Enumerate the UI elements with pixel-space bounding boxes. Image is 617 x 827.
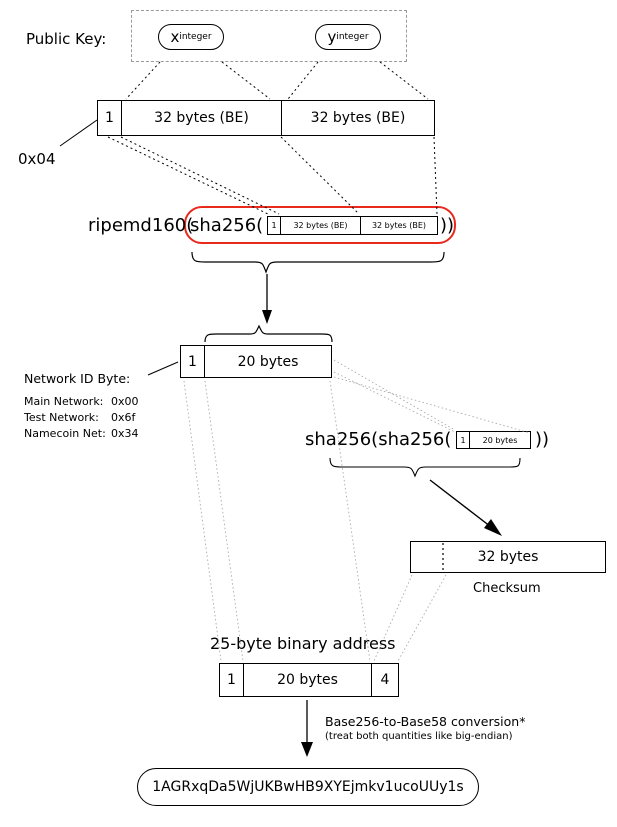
ripemd160-label: ripemd160( <box>88 215 194 236</box>
hash-close-parens: )) <box>440 215 455 236</box>
public-key-y-box <box>315 24 381 50</box>
conversion-title: Base256-to-Base58 conversion* <box>325 714 526 729</box>
conversion-note: (treat both quantities like big-endian) <box>325 731 513 742</box>
prefix-byte-value: 1 <box>105 110 114 126</box>
checksum-input-payload-cell <box>469 431 531 449</box>
checksum-input-prefix-cell <box>456 431 469 449</box>
network-id-row-namecoin-value: 0x34 <box>111 427 139 440</box>
checksum-func-label: sha256(sha256( <box>305 429 452 450</box>
binary-address-checksum-value: 4 <box>380 672 390 688</box>
checksum-result-box <box>410 541 606 573</box>
binary-address-network-byte-value: 1 <box>227 672 236 688</box>
binary-address-checksum-cell <box>371 663 399 697</box>
hash-input-x-label: 32 bytes (BE) <box>293 221 348 230</box>
final-address-value: 1AGRxqDa5WjUKBwHB9XYEjmkv1ucoUUy1s <box>152 779 464 795</box>
binary-address-payload-cell <box>243 663 371 697</box>
network-id-row-test-value: 0x6f <box>111 411 136 424</box>
network-id-row-namecoin-name: Namecoin Net: <box>24 427 106 440</box>
checksum-close-parens: )) <box>535 429 550 450</box>
pubkey-y-bytes-cell <box>281 100 435 136</box>
pubkey-y-bytes-label: 32 bytes (BE) <box>310 110 406 126</box>
hash-input-x-cell <box>280 216 360 235</box>
checksum-input-payload-label: 20 bytes <box>482 435 518 445</box>
network-id-row-main-value: 0x00 <box>111 395 139 408</box>
prefix-note-label: 0x04 <box>18 150 56 168</box>
checksum-input-prefix-value: 1 <box>460 435 466 445</box>
pubkey-x-bytes-label: 32 bytes (BE) <box>154 110 249 126</box>
hash-input-y-cell <box>360 216 438 235</box>
checksum-caption: Checksum <box>473 581 541 596</box>
hash-result-payload-label: 20 bytes <box>237 353 299 370</box>
prefix-byte-cell <box>97 100 121 136</box>
hash-result-network-byte-cell <box>180 345 204 378</box>
hash-result-network-byte-value: 1 <box>188 353 197 370</box>
public-key-x-label: x <box>170 28 180 46</box>
network-id-row-test-name: Test Network: <box>24 411 99 424</box>
final-address-box <box>137 768 479 806</box>
binary-address-network-byte-cell <box>219 663 243 697</box>
checksum-result-label: 32 bytes <box>477 549 539 565</box>
public-key-y-subscript: integer <box>336 32 369 42</box>
hash-input-y-label: 32 bytes (BE) <box>371 221 427 230</box>
public-key-x-subscript: integer <box>179 32 212 42</box>
binary-address-payload-label: 20 bytes <box>277 672 338 688</box>
hash-input-prefix-value: 1 <box>271 221 277 230</box>
hash-input-prefix-cell <box>267 216 280 235</box>
public-key-label: Public Key: <box>26 30 107 48</box>
network-id-title: Network ID Byte: <box>24 371 131 386</box>
public-key-y-label: y <box>327 28 337 46</box>
sha256-label: sha256( <box>190 215 264 236</box>
hash-result-payload-cell <box>204 345 332 378</box>
network-id-row-main-name: Main Network: <box>24 395 104 408</box>
public-key-x-box <box>158 24 224 50</box>
binary-address-title: 25-byte binary address <box>210 634 396 653</box>
pubkey-x-bytes-cell <box>121 100 281 136</box>
